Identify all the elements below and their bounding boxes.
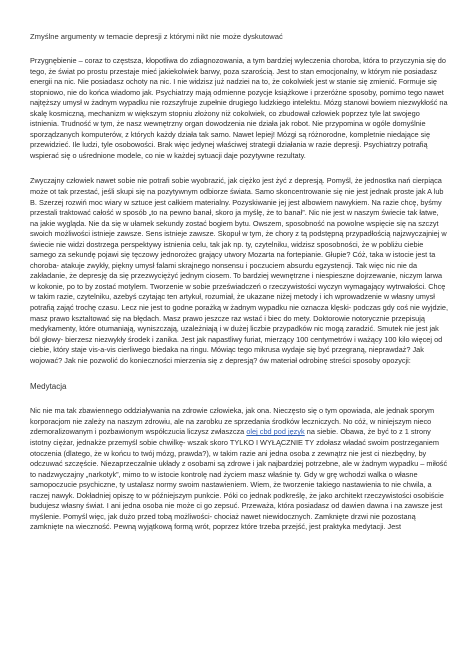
section-heading: Medytacja [30, 382, 67, 392]
paragraph-text-after-link: na siebie. Obawa, że być to z 1 strony istotny ciężar, jednakże przemyśl sobie chwilkę- wszak skoro TYLKO I WYŁĄCZNIE TY zdołasz władać swoim postrzeganiem otoczenia (dlatego, że w końcu to twój mózg, prawda?), w takim razie ani jedna osoba z zewnątrz nie jest ci niezbędny, by odczuwać szczęście. Niezaprzeczalnie układy z osobami są zdrowe i jak najbardziej potrzebne, ale w żadnym wypadku – miłość to nadzwyczajny „narkotyk”, mimo to w istocie kontrolę nad życiem masz właśnie ty. Gdy w grę wchodzi walka o własne samopoczucie psychiczne, ty ustalasz normy swoim nastawieniem. Wiem, że tworzenie takiego nastawienia to nie chwila, a raczej nawyk. Dokładniej opiszę to w późniejszym punkcie. Póki co jednak podkreślę, że jako architekt rzeczywistości osobiście budujesz własny świat. I ani jedna osoba nie może ci go zepsuć. Przeważa, która posiadasz od dawien dawna i na zawsze jest myślenie. Pomyśl więc, jak dużo przed tobą możliwości- chociaż nawet niewidocznych. Zamknięte drzwi nie pozostaną zamknięte na wieczność. Pewną wyjątkową formą wrót, poprzez które trzeba przejść, jest praktyka medytacji. Jest [30, 427, 448, 532]
inline-link[interactable]: olej cbd pod język [246, 427, 305, 437]
paragraph-meditation [30, 406, 448, 533]
paragraph-body: Zwyczajny człowiek nawet sobie nie potrafi sobie wyobrazić, jak ciężko jest żyć z depresją. Pomyśl, że jednostka nań cierpiąca może ot tak przestać, jeśli skupi się na pozytywnym odbiorze świata. Samo skoncentrowanie się nie jest jednak proste jak A lub B. Szerzej rozwiń moc wiary w sztuce jest całkiem materialny. Pozyskiwanie jej jest albowiem nawykiem. Na razie chcę, byśmy przestali traktować całość w sposób „to na pewno banał, skoro ja myślę, że to banał”. Nic nie jest w naszym świecie tak łatwe, na jakie wygląda. Nie da się w ułamek sekundy zostać bogiem bytu. Owszem, sposobność na powolne wspięcie się na szczyt swoich możliwości istnieje zawsze. Sens istnieje zawsze. Skopuł w tym, że chory z tą podstępną przypadłością najzwyczajniej w świecie nie widzi dostrzega perspektywy istnienia celu, tak jak np. ty, czytelniku, widzisz sposobności, że w pobliżu ciebie samego za sekundę pojawi się tęczowy jednorożec grający utwory Mozarta na fortepianie. Głupie? Cóż, taka w istocie jest ta choroba- atakuje zwykły, piękny umysł falami skrajnego nonsensu i poczuciem absurdu egzystencji. Tak więc nic nie da zakładanie, że depresję da się przezwyciężyć jednym ciosem. To bardziej wewnętrzne i niespieszne dojrzewanie, niczym larwa w kokonie, po to by zostać motylem. Tworzenie w sobie przeświadczeń o rzeczywistości wyczyn wymagający wytrwałości. Chcę w takim razie, czytelniku, azebyś czytając ten artykuł, rozumiał, że ukazane niżej metody i ich wprowadzenie w własny umysł potrafią zająć trochę czasu. Lecz nie jest to godne porażką w żadnym wypadku nie oznacza klęski- podczas gdy coś nie wyjdzie, masz prawo ksztaltować się na błędach. Masz prawo jeszcze raz wstać i biec do mety. Doktorowie notorycznie przepisują medykamenty, które otumaniają, wyniszczają, uzależniają i w dużej liczbie przypadków nic mogą zaradzić. Smutek nie jest jak ból głowy- bierzesz niezwykły środek i zanika. Jest jak napastliwy furiat, mierzący 100 centymetrów i ważący 100 kilo więcej od ciebie, który staje vis-a-vis cierliwego biedaka na ringu. Mówiąc tego mikrusa wydaje się być przegraną, nieprawdaż? Jak wojować? Jak nie pozwolić do konieczności mierzenia się z depresją? ów materiał odrobinę streści sposoby opozycji: [30, 176, 448, 365]
page-title: Zmyślne argumenty w temacie depresji z którymi nikt nie może dyskutować [30, 32, 283, 41]
paragraph-text-before-link: Nic nie ma tak zbawiennego oddziaływania na zdrowie człowieka, jak ona. Nieczęsto się o tym opowiada, ale jednak sporym korporacjom nie zależy na naszym zdrowiu, ale na zarobku ze sprzedania środków leczniczych. No cóż, w niniejszym nieco zdemoralizowanym i pozbawionym współczucia liczysz zwłaszcza [30, 406, 435, 437]
paragraph-intro: Przygnębienie – coraz to częstsza, kłopotliwa do zdiagnozowania, a tym bardziej wyleczenia choroba, która to przyczynia się do tego, że świat po prostu przestaje mieć jakiekolwiek barwy, poza szarością. Jest to stan emocjonalny, w którym nie posiadasz energii na nic. Nie posiadasz ochoty na nic. I nie widzisz już nadziei na to, że cokolwiek jest w stanie się zmienić. Formuje się stopniowo, nie do końca wiadomo jak. Psychiatrzy mają odmienne pozycje książkowe i przeróżne sposoby, pomimo tego nawet najtęższy umysł w żadnym wypadku nie rozszyfruje zupełnie drugiego ludzkiego intelektu. Mózg stanowi bowiem niezwykłość na skalę kosmiczną, mechanizm w większym stopniu złożony niż cokolwiek, co zbudował człowiek poprzez tyle lat swojego istnienia. Trudność w tym, że nasz wewnętrzny organ dowodzenia nie działa jak robot. Nie przypomina w ogóle domyślnie sporządzanych komputerów, z których każdy działa tak samo. Nawet lepiej! Mózgi są różnorodne, kompletnie niedające się przewidzieć. Ile ludzi, tyle osobowości. Brak więc jedynej właściwej strategii działania w razie depresji. Psychiatrzy potrafią wspierać się o uśrednione modele, co nie w każdej sytuacji daje pozytywne rezultaty. [30, 56, 448, 160]
